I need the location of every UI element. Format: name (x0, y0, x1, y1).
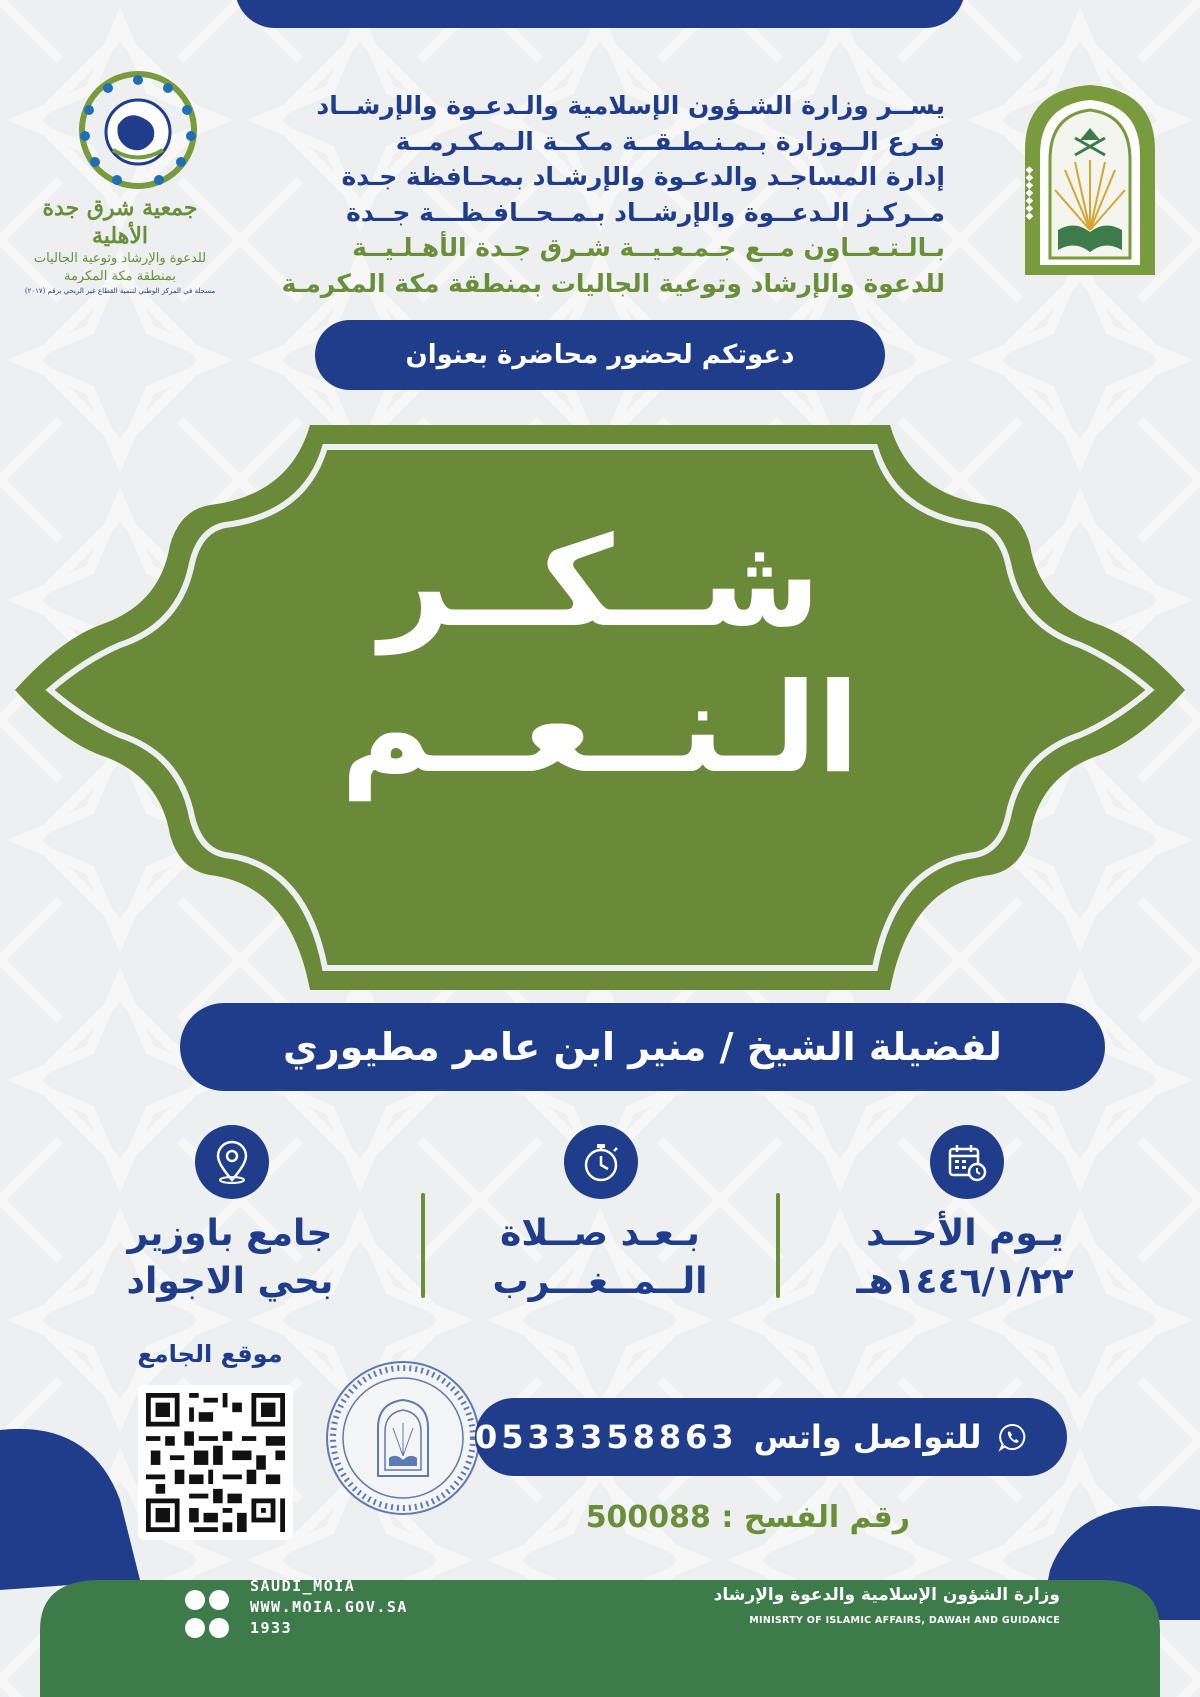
association-name: جمعية شرق جدة الأهلية (42, 195, 198, 249)
footer-number: 1933 (250, 1619, 293, 1637)
event-time-line2: الــمــغـــرب (492, 1261, 708, 1302)
mosque-location-label: موقع الجامع (137, 1340, 283, 1368)
footer-handle[interactable]: SAUDI_MOIA (250, 1577, 356, 1595)
facebook-icon[interactable] (185, 1618, 205, 1638)
header-line: للدعوة والإرشاد وتوعية الجاليات بمنطقة مكة المكرمـة (281, 268, 945, 298)
title-line-2: الـنــعــم (340, 657, 860, 801)
footer-website[interactable]: WWW.MOIA.GOV.SA (250, 1598, 408, 1616)
lecture-title (250, 510, 950, 830)
divider (776, 1193, 780, 1298)
speaker-banner: لفضيلة الشيخ / منير ابن عامر مطيوري (180, 1003, 1105, 1091)
event-place-line1: جامع باوزير (127, 1213, 333, 1254)
contact-number[interactable]: 0533358863 (475, 1418, 738, 1456)
association-registration: مسجلة في المركز الوطني لتنمية القطاع غير الربحي برقم (٢٠١٧) (24, 287, 216, 295)
event-date: ١٤٤٦/١/٢٢هـ (856, 1261, 1074, 1302)
event-time (470, 1210, 730, 1306)
qr-code-image (146, 1393, 285, 1532)
ministry-name-ar: وزارة الشؤون الإسلامية والدعوة والإرشاد (713, 1585, 1060, 1605)
ministry-logo (1020, 80, 1160, 280)
event-place (110, 1210, 350, 1306)
event-place-line2: بحي الاجواد (126, 1261, 334, 1302)
divider (421, 1193, 425, 1298)
qr-code[interactable] (138, 1385, 293, 1540)
association-logo (20, 70, 220, 295)
instagram-icon[interactable] (209, 1590, 229, 1610)
ministry-name-en: MINISRTY OF ISLAMIC AFFAIRS, DAWAH AND GUIDANCE (749, 1615, 1060, 1626)
whatsapp-icon (998, 1415, 1027, 1459)
event-day (850, 1210, 1080, 1306)
ministry-stamp (323, 1358, 483, 1518)
contact-banner[interactable] (475, 1398, 1067, 1476)
footer-ministry (700, 1585, 1060, 1626)
event-day-line1: يـوم الأحــد (866, 1213, 1064, 1254)
association-sub1: للدعوة والإرشاد وتوعية الجاليات (33, 251, 207, 266)
header-line: مــركـز الـدعــوة والإرشــاد بـمــحــافـظـــة جــدة (346, 197, 945, 227)
header-line: فـرع الــوزارة بـمـنـطـقــة مـكــة الـمـكـرمــة (395, 126, 945, 156)
header-line: بـالـتـعــاون مــع جـمـعـيــة شـرق جـدة الأهـلـيــة (352, 233, 945, 262)
twitter-icon[interactable] (185, 1590, 205, 1610)
header-text (270, 88, 945, 301)
title-line-1: شــكــر (379, 511, 821, 655)
top-bar (235, 0, 965, 28)
invite-banner: دعوتكم لحضور محاضرة بعنوان (315, 320, 885, 390)
globe-emblem-icon (73, 70, 203, 190)
event-time-line1: بـعـد صــلاة (500, 1213, 700, 1254)
header-line: إدارة المساجـد والدعـوة والإرشـاد بمحـافظة جـدة (341, 162, 945, 191)
calendar-icon (930, 1125, 1004, 1199)
svg-text:◆◆◆◆◆◆◆: ◆◆◆◆◆◆◆ (1024, 166, 1035, 220)
location-pin-icon (195, 1125, 269, 1199)
permit-number: رقم الفسح : 500088 (585, 1500, 910, 1535)
contact-label: للتواصل واتس (753, 1418, 982, 1456)
stopwatch-icon (564, 1125, 638, 1199)
footer-contact-info (250, 1576, 408, 1639)
header-line: يســر وزارة الشـؤون الإسلامية والـدعـوة والإرشــاد (316, 91, 945, 120)
phone-icon[interactable] (209, 1618, 229, 1638)
association-sub2: بمنطقة مكة المكرمة (63, 269, 177, 284)
